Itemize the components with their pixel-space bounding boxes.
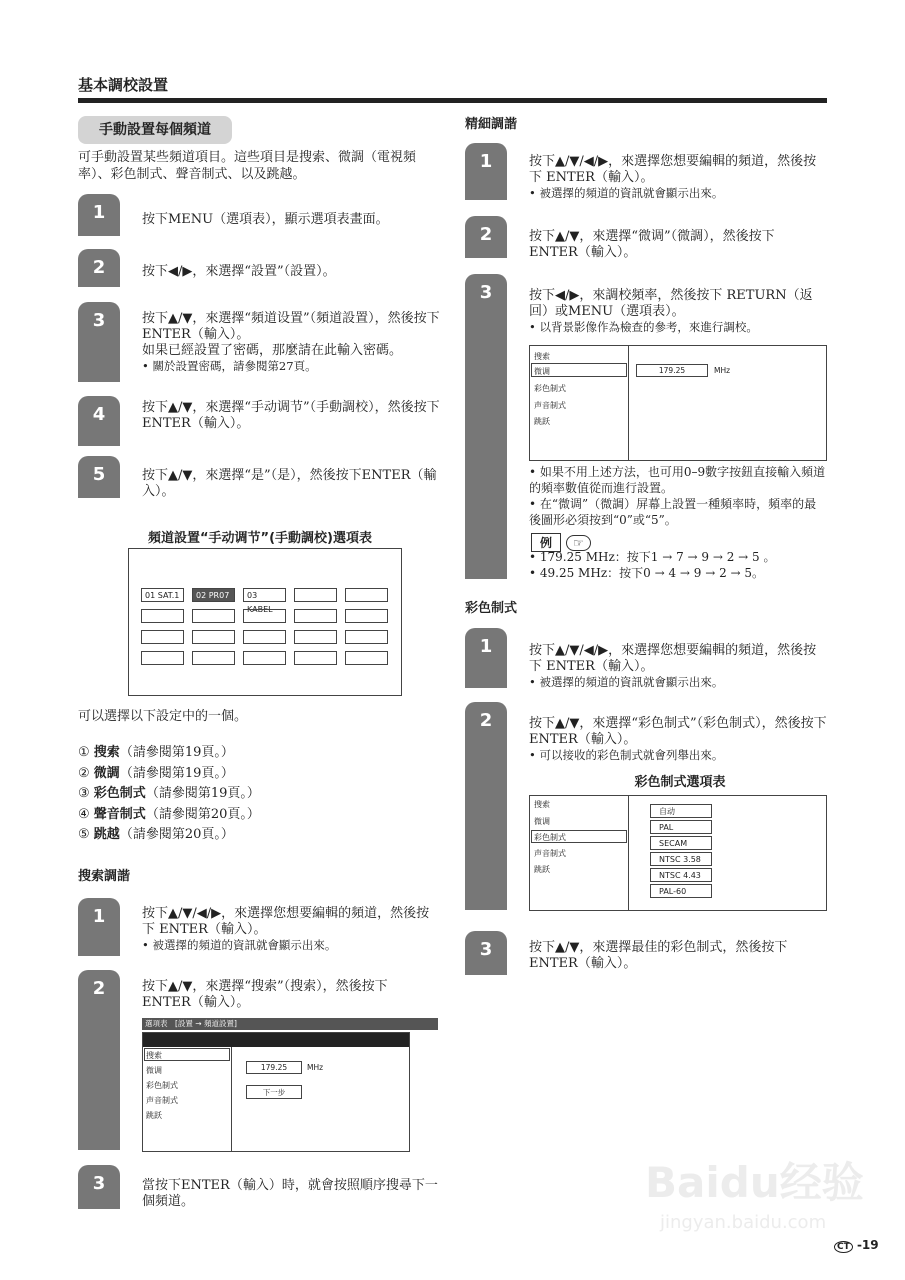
color-section-title: 彩色制式: [465, 601, 518, 616]
example-label: 例: [531, 533, 561, 552]
step-badge: 1: [78, 898, 120, 956]
fine-notes: • 如果不用上述方法，也可用0–9數字按鈕直接輸入頻道的頻率數值從而進行設置。 • 在“微调”（微調）屏幕上設置一種頻率時，頻率的最後圖形必須按到“0”或“5”。: [529, 465, 826, 527]
menu-item[interactable]: 跳跃: [534, 865, 550, 874]
channel-cell[interactable]: [141, 609, 184, 623]
step-text: 按下▲/▼/◀/▶，來選擇您想要編輯的頻道，然後按下 ENTER（輸入）。 • 被選擇的頻道的資訊就會顯示出來。: [529, 643, 817, 689]
step-text: 按下▲/▼，來選擇“是”（是），然後按下ENTER（輸入）。: [142, 468, 437, 499]
channel-cell[interactable]: [294, 630, 337, 644]
ct-badge: CT: [834, 1241, 853, 1253]
color-menu-title: 彩色制式選項表: [634, 775, 726, 790]
channel-cell[interactable]: [243, 651, 286, 665]
select-intro: 可以選擇以下設定中的一個。: [78, 709, 248, 724]
channel-cell[interactable]: [141, 651, 184, 665]
step-badge: 1: [78, 194, 120, 236]
header-rule: [78, 98, 827, 103]
channel-cell[interactable]: [192, 651, 235, 665]
pointing-hand-icon: ☞: [566, 535, 591, 551]
option-item: ② 微調（請參閱第19頁。）: [78, 765, 234, 781]
channel-cell-selected[interactable]: 02 PR07: [192, 588, 235, 602]
example-list: • 179.25 MHz：按下1 → 7 → 9 → 2 → 5 。 • 49.25 MHz：按下0 → 4 → 9 → 2 → 5。: [529, 550, 776, 580]
menu-item[interactable]: 微调: [146, 1066, 162, 1075]
step-text: 按下▲/▼，來選擇“手动调节”（手動調校），然後按下ENTER（輸入）。: [142, 400, 440, 431]
page-number: CT -19: [834, 1238, 879, 1253]
step-text: 按下▲/▼/◀/▶，來選擇您想要編輯的頻道，然後按下 ENTER（輸入）。 • 被選擇的頻道的資訊就會顯示出來。: [142, 906, 430, 952]
menu-item[interactable]: 声音制式: [534, 401, 566, 410]
channel-cell[interactable]: 03 KABEL: [243, 588, 286, 602]
menu-title: 頻道設置“手动调节”(手動調校)選項表: [148, 531, 372, 546]
step-badge: 4: [78, 396, 120, 446]
step-text: 按下◀/▶，來調校頻率，然後按下 RETURN（返回）或MENU（選項表）。 • 以背景影像作為檢查的參考，來進行調校。: [529, 288, 813, 334]
frequency-field[interactable]: 179.25: [636, 364, 708, 377]
step-text: 按下▲/▼，來選擇最佳的彩色制式，然後按下ENTER（輸入）。: [529, 940, 788, 971]
color-menu-panel: [529, 795, 827, 911]
color-option[interactable]: PAL-60: [650, 884, 712, 898]
step-text: 當按下ENTER（輸入）時，就會按照順序搜尋下一個頻道。: [142, 1178, 438, 1209]
channel-cell[interactable]: [345, 588, 388, 602]
step-badge: 5: [78, 456, 120, 498]
step-badge: 2: [465, 216, 507, 258]
color-option[interactable]: SECAM: [650, 836, 712, 850]
intro-paragraph: 可手動設置某些頻道項目。這些項目是搜索、微調（電視頻率）、彩色制式、聲音制式、以及跳越。: [78, 150, 417, 182]
menu-bar: 選項表 [設置 → 頻道設置]: [142, 1018, 438, 1030]
watermark-url: jingyan.baidu.com: [660, 1212, 827, 1233]
frequency-field[interactable]: 179.25: [246, 1061, 302, 1074]
frequency-unit: MHz: [307, 1063, 324, 1072]
menu-item[interactable]: 彩色制式: [146, 1081, 178, 1090]
step-text: 按下MENU（選項表），顯示選項表畫面。: [142, 212, 389, 227]
step-badge: 3: [78, 1165, 120, 1209]
channel-cell[interactable]: [192, 630, 235, 644]
step-badge: 2: [78, 249, 120, 287]
divider: [231, 1047, 232, 1151]
step-badge: 2: [78, 970, 120, 1150]
divider: [628, 796, 629, 910]
channel-cell[interactable]: [141, 630, 184, 644]
fine-section-title: 精細調諧: [465, 117, 518, 132]
channel-cell[interactable]: [345, 609, 388, 623]
menu-item[interactable]: 微调: [534, 817, 550, 826]
channel-cell[interactable]: [243, 630, 286, 644]
divider: [628, 346, 629, 460]
step-badge: 1: [465, 143, 507, 200]
option-item: ④ 聲音制式（請參閱第20頁。）: [78, 806, 260, 822]
color-option[interactable]: NTSC 4.43: [650, 868, 712, 882]
channel-cell[interactable]: [294, 588, 337, 602]
channel-cell[interactable]: [192, 609, 235, 623]
color-option[interactable]: NTSC 3.58: [650, 852, 712, 866]
step-badge: 2: [465, 702, 507, 910]
fine-menu-panel: [529, 345, 827, 461]
page-header-title: 基本調校設置: [78, 76, 169, 94]
step-text: 按下▲/▼，來選擇“搜索”（搜索），然後按下 ENTER（輸入）。: [142, 979, 388, 1010]
menu-item[interactable]: 搜索: [534, 352, 550, 361]
step-text: 按下▲/▼，來選擇“頻道设置”（頻道設置），然後按下 ENTER（輸入）。 如果已經設置了密碼，那麼請在此輸入密碼。 • 關於設置密碼，請參閱第27頁。: [142, 311, 440, 373]
search-menu-panel: [142, 1032, 410, 1152]
option-item: ③ 彩色制式（請參閱第19頁。）: [78, 786, 260, 801]
step-badge: 3: [465, 931, 507, 975]
channel-grid-panel: [128, 548, 402, 696]
option-item: ⑤ 跳越（請參閱第20頁。）: [78, 827, 234, 842]
menu-item[interactable]: 彩色制式: [534, 384, 566, 393]
channel-cell[interactable]: [243, 609, 286, 623]
menu-item[interactable]: 搜索: [534, 800, 550, 809]
step-badge: 3: [78, 302, 120, 382]
step-badge: 3: [465, 274, 507, 579]
menu-item[interactable]: 搜索: [146, 1051, 162, 1060]
next-button[interactable]: 下一步: [246, 1085, 302, 1099]
menu-item[interactable]: 微调: [534, 367, 550, 376]
menu-item[interactable]: 声音制式: [146, 1096, 178, 1105]
menu-item[interactable]: 跳跃: [534, 417, 550, 426]
channel-cell[interactable]: [294, 609, 337, 623]
color-option[interactable]: PAL: [650, 820, 712, 834]
step-text: 按下▲/▼，來選擇“彩色制式”（彩色制式），然後按下 ENTER（輸入）。 • 可以接收的彩色制式就會列舉出來。: [529, 716, 827, 762]
frequency-unit: MHz: [714, 366, 731, 375]
options-list: [78, 743, 260, 846]
menu-header-bar: [143, 1033, 409, 1047]
channel-cell[interactable]: 01 SAT.1: [141, 588, 184, 602]
menu-item[interactable]: 跳跃: [146, 1111, 162, 1120]
menu-item[interactable]: 声音制式: [534, 849, 566, 858]
channel-cell[interactable]: [345, 651, 388, 665]
step-badge: 1: [465, 628, 507, 688]
search-section-title: 搜索調諧: [78, 869, 131, 884]
section-pill: 手動設置每個頻道: [78, 116, 232, 144]
color-option[interactable]: 自动: [650, 804, 712, 818]
option-item: ① 搜索（請參閱第19頁。）: [78, 745, 234, 760]
channel-cell[interactable]: [294, 651, 337, 665]
channel-cell[interactable]: [345, 630, 388, 644]
step-text: 按下▲/▼，來選擇“微调”（微調），然後按下 ENTER（輸入）。: [529, 229, 775, 260]
watermark: Baidu经验: [645, 1158, 864, 1207]
menu-item[interactable]: 彩色制式: [534, 833, 566, 842]
step-text: 按下◀/▶，來選擇“設置”（設置）。: [142, 264, 336, 279]
step-text: 按下▲/▼/◀/▶，來選擇您想要編輯的頻道，然後按下 ENTER（輸入）。 • 被選擇的頻道的資訊就會顯示出來。: [529, 154, 817, 200]
